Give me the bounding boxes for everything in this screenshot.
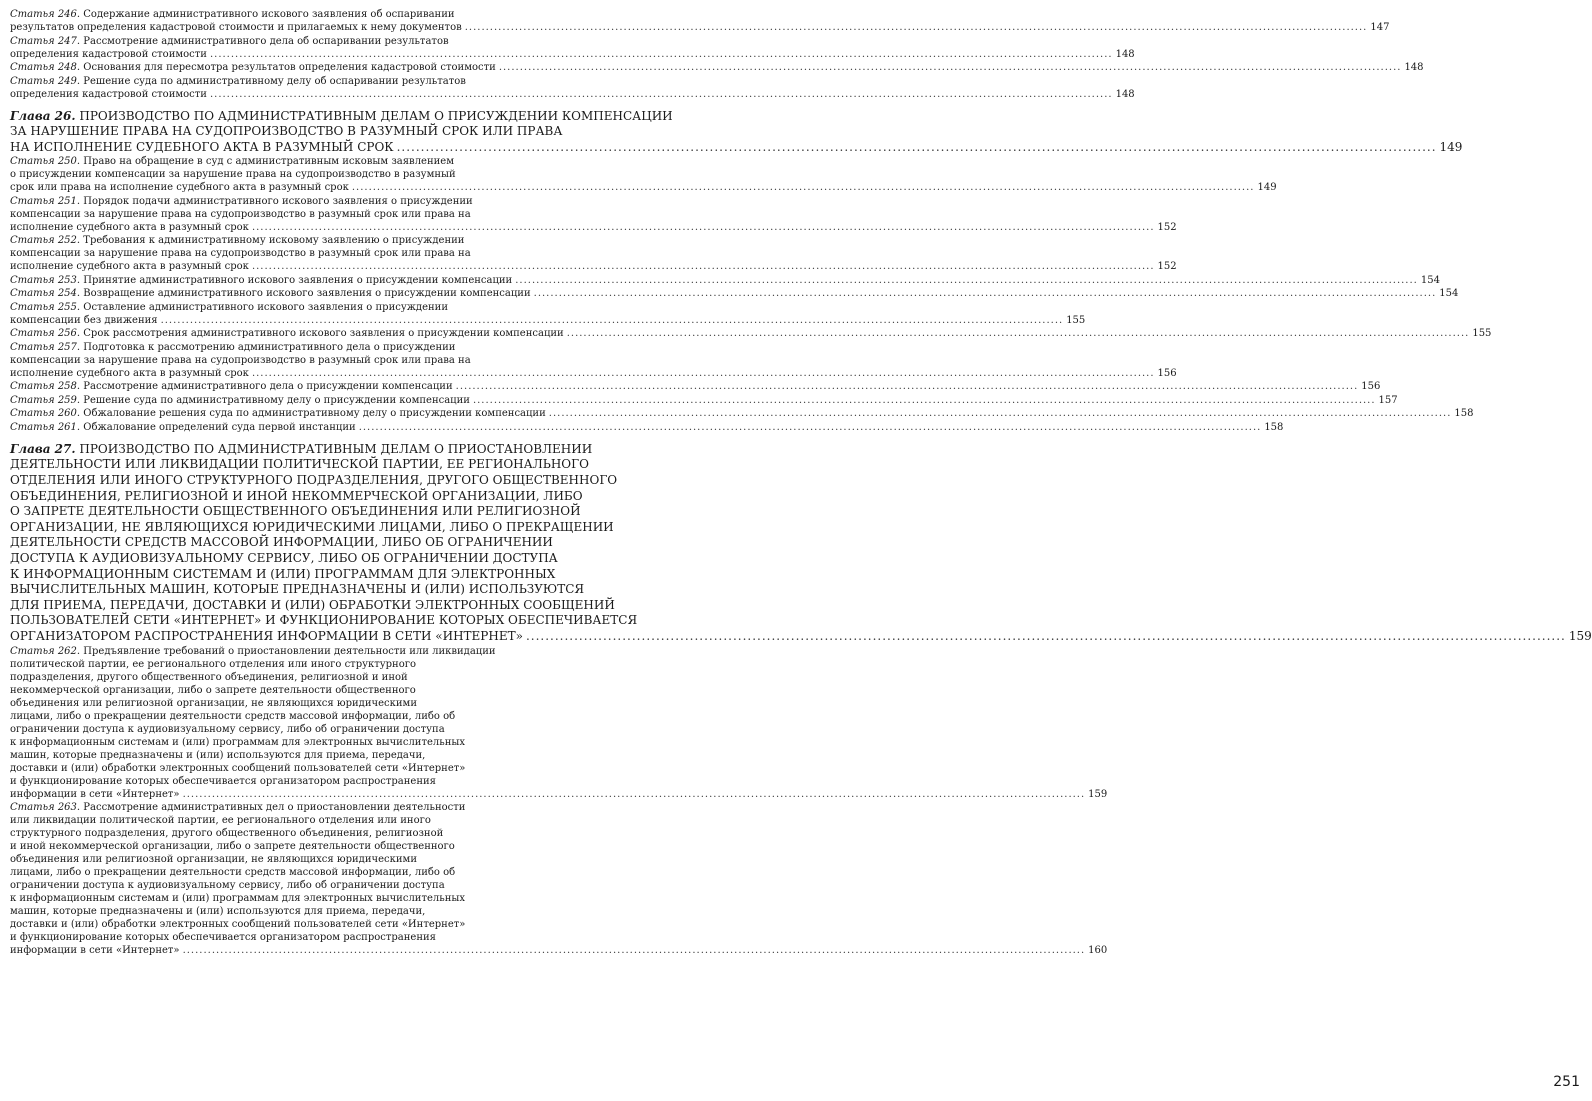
- article-label: Статья 250.: [10, 156, 81, 168]
- toc-line: [10, 827, 631, 840]
- toc-line: [10, 181, 1277, 194]
- toc-line: [10, 535, 631, 551]
- toc-article: [10, 645, 1108, 801]
- article-label: Статья 257.: [10, 341, 81, 353]
- leader-dots: [252, 222, 1155, 233]
- toc-title-text: определения кадастровой стоимости: [10, 48, 207, 60]
- toc-title-text: ОТДЕЛЕНИЯ ИЛИ ИНОГО СТРУКТУРНОГО ПОДРАЗДЕЛЕНИЯ, ДРУГОГО ОБЩЕСТВЕННОГО: [10, 472, 618, 487]
- toc-title-text: объединения или религиозной организации, не являющихся юридическими: [10, 854, 417, 865]
- toc-line: [10, 801, 631, 814]
- toc-line: [10, 354, 631, 367]
- toc-line: [10, 504, 631, 520]
- toc-line: [10, 221, 1177, 234]
- toc-page-number: 158: [1264, 421, 1284, 433]
- toc-line: [10, 168, 631, 181]
- toc-title-text: компенсации без движения: [10, 314, 158, 326]
- toc-article: [10, 35, 1135, 61]
- toc-page-number: 152: [1157, 261, 1177, 273]
- table-of-contents: [10, 8, 1592, 957]
- toc-line: [10, 75, 631, 88]
- toc-page-number: 148: [1404, 62, 1424, 73]
- toc-line: [10, 892, 631, 905]
- toc-title-text: Подготовка к рассмотрению административного дела о присуждении: [83, 341, 456, 353]
- toc-line: [10, 260, 1177, 273]
- toc-line: [10, 749, 631, 762]
- toc-line: [10, 775, 631, 788]
- toc-title-text: результатов определения кадастровой стоимости и прилагаемых к нему документов: [10, 22, 462, 33]
- toc-page-number: 147: [1370, 22, 1390, 33]
- toc-title-text: исполнение судебного акта в разумный срок: [10, 261, 249, 273]
- toc-title-text: Основания для пересмотра результатов определения кадастровой стоимости: [83, 62, 496, 73]
- toc-line: [10, 613, 638, 629]
- toc-title-text: ограничении доступа к аудиовизуальному сервису, либо об ограничении доступа: [10, 723, 445, 735]
- leader-dots: [183, 945, 1086, 956]
- article-label: Статья 248.: [10, 62, 81, 73]
- toc-title-text: и функционирование которых обеспечивается организатором распространения: [10, 932, 436, 943]
- toc-line: [10, 394, 1398, 407]
- toc-title-text: ОБЪЕДИНЕНИЯ, РЕЛИГИОЗНОЙ И ИНОЙ НЕКОММЕРЧЕСКОЙ ОРГАНИЗАЦИИ, ЛИБО: [10, 488, 583, 503]
- toc-line: [10, 21, 1390, 34]
- toc-title-text: Порядок подачи административного искового заявления о присуждении: [83, 195, 473, 207]
- article-label: Статья 258.: [10, 381, 81, 393]
- toc-line: [10, 628, 1592, 645]
- toc-title-text: компенсации за нарушение права на судопроизводство в разумный срок или права на: [10, 354, 471, 366]
- toc-title-text: Требования к административному исковому заявлению о присуждении: [83, 235, 465, 247]
- article-label: Статья 261.: [10, 421, 81, 433]
- toc-page-number: 156: [1157, 367, 1177, 379]
- toc-article: [10, 301, 1086, 327]
- toc-line: [10, 840, 631, 853]
- toc-line: [10, 195, 631, 208]
- toc-line: [10, 488, 631, 505]
- toc-line: [10, 301, 631, 314]
- toc-line: [10, 944, 1108, 957]
- toc-line: [10, 88, 1135, 101]
- toc-page-number: 149: [1439, 139, 1463, 154]
- toc-title-text: доставки и (или) обработки электронных сообщений пользователей сети «Интернет»: [10, 919, 466, 930]
- toc-article: [10, 274, 1440, 287]
- toc-title-text: ЗА НАРУШЕНИЕ ПРАВА НА СУДОПРОИЗВОДСТВО В РАЗУМНЫЙ СРОК ИЛИ ПРАВА: [10, 124, 563, 139]
- page-number: 251: [1553, 1074, 1580, 1090]
- toc-page-number: 154: [1439, 288, 1459, 300]
- toc-line: [10, 124, 631, 140]
- toc-line: [10, 35, 631, 48]
- toc-line: [10, 61, 1424, 74]
- toc-line: [10, 139, 1463, 156]
- toc-title-text: компенсации за нарушение права на судопроизводство в разумный срок или права на: [10, 248, 471, 260]
- toc-line: [10, 108, 673, 125]
- toc-title-text: ДЕЯТЕЛЬНОСТИ СРЕДСТВ МАССОВОЙ ИНФОРМАЦИИ, ЛИБО ОБ ОГРАНИЧЕНИИ: [10, 535, 553, 550]
- toc-line: [10, 684, 631, 697]
- toc-line: [10, 155, 631, 168]
- toc-page-number: 148: [1115, 88, 1135, 100]
- toc-page-number: 148: [1115, 48, 1135, 60]
- toc-line: [10, 208, 631, 221]
- toc-title-text: или ликвидации политической партии, ее регионального отделения или иного: [10, 815, 431, 826]
- toc-title-text: машин, которые предназначены и (или) используются для приема, передачи,: [10, 749, 426, 761]
- article-label: Статья 253.: [10, 274, 81, 286]
- toc-title-text: Принятие административного искового заявления о присуждении компенсации: [83, 274, 513, 286]
- leader-dots: [456, 381, 1359, 392]
- article-label: Статья 249.: [10, 75, 81, 87]
- toc-line: [10, 918, 631, 931]
- toc-line: [10, 441, 631, 458]
- leader-dots: [252, 368, 1155, 379]
- toc-line: [10, 566, 631, 583]
- toc-title-text: информации в сети «Интернет»: [10, 945, 180, 956]
- toc-line: [10, 327, 1492, 340]
- toc-title-text: ПОЛЬЗОВАТЕЛЕЙ СЕТИ «ИНТЕРНЕТ» И ФУНКЦИОНИРОВАНИЕ КОТОРЫХ ОБЕСПЕЧИВАЕТСЯ: [10, 613, 638, 628]
- toc-article: [10, 195, 1177, 234]
- toc-line: [10, 879, 631, 892]
- toc-title-text: Возвращение административного искового заявления о присуждении компенсации: [83, 288, 531, 300]
- toc-page-number: 158: [1454, 408, 1474, 420]
- toc-article: [10, 801, 1108, 957]
- toc-title-text: К ИНФОРМАЦИОННЫМ СИСТЕМАМ И (ИЛИ) ПРОГРАММАМ ДЛЯ ЭЛЕКТРОННЫХ: [10, 566, 556, 581]
- toc-title-text: о присуждении компенсации за нарушение права на судопроизводство в разумный: [10, 169, 456, 181]
- toc-article: [10, 8, 1390, 34]
- toc-title-text: ПРОИЗВОДСТВО ПО АДМИНИСТРАТИВНЫМ ДЕЛАМ О ПРИСУЖДЕНИИ КОМПЕНСАЦИИ: [79, 108, 673, 123]
- leader-dots: [499, 62, 1402, 73]
- toc-line: [10, 723, 631, 736]
- toc-line: [10, 658, 631, 671]
- toc-title-text: ДЛЯ ПРИЕМА, ПЕРЕДАЧИ, ДОСТАВКИ И (ИЛИ) ОБРАБОТКИ ЭЛЕКТРОННЫХ СООБЩЕНИЙ: [10, 597, 615, 612]
- toc-title-text: к информационным системам и (или) программам для электронных вычислительных: [10, 893, 465, 904]
- toc-title-text: Рассмотрение административного дела об оспаривании результатов: [83, 35, 449, 47]
- article-label: Статья 251.: [10, 195, 81, 207]
- article-label: Статья 259.: [10, 394, 81, 406]
- toc-article: [10, 421, 1284, 434]
- toc-title-text: структурного подразделения, другого общественного объединения, религиозной: [10, 828, 444, 839]
- article-label: Статья 255.: [10, 301, 81, 313]
- toc-title-text: Рассмотрение административного дела о присуждении компенсации: [83, 381, 453, 393]
- toc-line: [10, 314, 1086, 327]
- toc-page-number: 156: [1361, 381, 1381, 393]
- article-label: Статья 247.: [10, 35, 81, 47]
- toc-line: [10, 697, 631, 710]
- toc-title-text: к информационным системам и (или) программам для электронных вычислительных: [10, 736, 465, 748]
- toc-line: [10, 367, 1177, 380]
- toc-article: [10, 234, 1177, 273]
- leader-dots: [210, 49, 1113, 60]
- toc-title-text: Содержание административного искового заявления об оспаривании: [83, 9, 455, 20]
- toc-line: [10, 550, 631, 567]
- leader-dots: [352, 182, 1255, 193]
- toc-article: [10, 287, 1459, 300]
- toc-title-text: Предъявление требований о приостановлении деятельности или ликвидации: [83, 645, 496, 657]
- toc-title-text: политической партии, ее регионального отделения или иного структурного: [10, 658, 416, 670]
- toc-line: [10, 8, 631, 21]
- leader-dots: [465, 22, 1368, 33]
- toc-title-text: объединения или религиозной организации, не являющихся юридическими: [10, 697, 417, 709]
- toc-line: [10, 762, 631, 775]
- leader-dots: [397, 140, 1437, 154]
- toc-page-number: 159: [1568, 628, 1592, 643]
- toc-title-text: ДЕЯТЕЛЬНОСТИ ИЛИ ЛИКВИДАЦИИ ПОЛИТИЧЕСКОЙ ПАРТИИ, ЕЕ РЕГИОНАЛЬНОГО: [10, 457, 589, 472]
- toc-line: [10, 287, 1459, 300]
- toc-title-text: лицами, либо о прекращении деятельности средств массовой информации, либо об: [10, 867, 456, 878]
- toc-line: [10, 407, 1474, 420]
- leader-dots: [359, 422, 1262, 433]
- toc-line: [10, 519, 631, 536]
- toc-line: [10, 710, 631, 723]
- toc-title-text: и функционирование которых обеспечивается организатором распространения: [10, 775, 436, 787]
- toc-page-number: 157: [1378, 394, 1398, 406]
- chapter-label: Глава 27.: [10, 441, 76, 456]
- toc-line: [10, 671, 631, 684]
- toc-line: [10, 736, 631, 749]
- toc-page-number: 155: [1066, 314, 1086, 326]
- toc-line: [10, 341, 631, 354]
- toc-line: [10, 472, 631, 489]
- toc-title-text: Оставление административного искового заявления о присуждении: [83, 301, 448, 313]
- toc-title-text: некоммерческой организации, либо о запрете деятельности общественного: [10, 684, 416, 696]
- toc-title-text: исполнение судебного акта в разумный срок: [10, 367, 249, 379]
- toc-article: [10, 394, 1398, 407]
- toc-title-text: срок или права на исполнение судебного акта в разумный срок: [10, 182, 349, 194]
- toc-title-text: Решение суда по административному делу об оспаривании результатов: [83, 75, 466, 87]
- toc-title-text: машин, которые предназначены и (или) используются для приема, передачи,: [10, 906, 426, 917]
- toc-line: [10, 597, 631, 614]
- toc-line: [10, 905, 631, 918]
- toc-line: [10, 931, 631, 944]
- toc-line: [10, 582, 631, 598]
- article-label: Статья 260.: [10, 408, 81, 420]
- toc-line: [10, 814, 631, 827]
- toc-title-text: Обжалование определений суда первой инстанции: [83, 421, 356, 433]
- leader-dots: [549, 408, 1452, 419]
- leader-dots: [526, 629, 1566, 643]
- toc-title-text: ОРГАНИЗАЦИИ, НЕ ЯВЛЯЮЩИХСЯ ЮРИДИЧЕСКИМИ ЛИЦАМИ, ЛИБО О ПРЕКРАЩЕНИИ: [10, 519, 614, 534]
- toc-line: [10, 380, 1381, 393]
- toc-page-number: 160: [1088, 945, 1108, 956]
- toc-title-text: доставки и (или) обработки электронных сообщений пользователей сети «Интернет»: [10, 762, 466, 774]
- leader-dots: [183, 789, 1086, 800]
- toc-chapter: [10, 441, 1592, 645]
- toc-article: [10, 327, 1492, 340]
- toc-line: [10, 457, 631, 473]
- toc-title-text: Решение суда по административному делу о присуждении компенсации: [83, 394, 470, 406]
- toc-page-number: 149: [1257, 182, 1277, 194]
- toc-line: [10, 48, 1135, 61]
- leader-dots: [534, 288, 1437, 299]
- toc-title-text: Право на обращение в суд с административным исковым заявлением: [83, 156, 454, 168]
- toc-title-text: ограничении доступа к аудиовизуальному сервису, либо об ограничении доступа: [10, 880, 445, 891]
- toc-title-text: ОРГАНИЗАТОРОМ РАСПРОСТРАНЕНИЯ ИНФОРМАЦИИ В СЕТИ «ИНТЕРНЕТ»: [10, 628, 523, 643]
- leader-dots: [473, 395, 1376, 406]
- toc-article: [10, 341, 1177, 380]
- toc-title-text: и иной некоммерческой организации, либо о запрете деятельности общественного: [10, 841, 455, 852]
- toc-page-number: 152: [1157, 221, 1177, 233]
- toc-article: [10, 407, 1474, 420]
- toc-title-text: О ЗАПРЕТЕ ДЕЯТЕЛЬНОСТИ ОБЩЕСТВЕННОГО ОБЪЕДИНЕНИЯ ИЛИ РЕЛИГИОЗНОЙ: [10, 504, 581, 519]
- toc-line: [10, 274, 1440, 287]
- leader-dots: [210, 89, 1113, 100]
- toc-line: [10, 645, 631, 658]
- toc-title-text: исполнение судебного акта в разумный срок: [10, 221, 249, 233]
- toc-title-text: определения кадастровой стоимости: [10, 88, 207, 100]
- toc-article: [10, 61, 1424, 74]
- toc-article: [10, 75, 1135, 101]
- toc-article: [10, 380, 1381, 393]
- toc-line: [10, 234, 631, 247]
- leader-dots: [161, 315, 1064, 326]
- toc-article: [10, 155, 1277, 194]
- toc-line: [10, 788, 1108, 801]
- toc-title-text: НА ИСПОЛНЕНИЕ СУДЕБНОГО АКТА В РАЗУМНЫЙ СРОК: [10, 139, 394, 154]
- toc-line: [10, 247, 631, 260]
- article-label: Статья 262.: [10, 645, 81, 657]
- toc-title-text: подразделения, другого общественного объединения, религиозной и иной: [10, 671, 408, 683]
- chapter-label: Глава 26.: [10, 108, 76, 123]
- toc-title-text: Рассмотрение административных дел о приостановлении деятельности: [83, 802, 466, 813]
- toc-chapter: [10, 108, 1463, 156]
- toc-page-number: 155: [1472, 328, 1492, 340]
- toc-line: [10, 421, 1284, 434]
- article-label: Статья 252.: [10, 235, 81, 247]
- leader-dots: [252, 261, 1155, 272]
- article-label: Статья 246.: [10, 9, 81, 20]
- toc-line: [10, 853, 631, 866]
- article-label: Статья 256.: [10, 328, 81, 340]
- toc-title-text: лицами, либо о прекращении деятельности средств массовой информации, либо об: [10, 710, 456, 722]
- toc-title-text: ПРОИЗВОДСТВО ПО АДМИНИСТРАТИВНЫМ ДЕЛАМ О ПРИОСТАНОВЛЕНИИ: [79, 441, 593, 456]
- leader-dots: [567, 328, 1470, 339]
- toc-page-number: 154: [1420, 274, 1440, 286]
- toc-title-text: ДОСТУПА К АУДИОВИЗУАЛЬНОМУ СЕРВИСУ, ЛИБО ОБ ОГРАНИЧЕНИИ ДОСТУПА: [10, 550, 558, 565]
- toc-title-text: Срок рассмотрения административного искового заявления о присуждении компенсации: [83, 328, 564, 340]
- toc-title-text: Обжалование решения суда по административному делу о присуждении компенсации: [83, 408, 546, 420]
- toc-title-text: информации в сети «Интернет»: [10, 788, 180, 800]
- toc-line: [10, 866, 631, 879]
- toc-title-text: компенсации за нарушение права на судопроизводство в разумный срок или права на: [10, 208, 471, 220]
- toc-title-text: ВЫЧИСЛИТЕЛЬНЫХ МАШИН, КОТОРЫЕ ПРЕДНАЗНАЧЕНЫ И (ИЛИ) ИСПОЛЬЗУЮТСЯ: [10, 582, 585, 597]
- article-label: Статья 254.: [10, 288, 81, 300]
- article-label: Статья 263.: [10, 802, 81, 813]
- toc-page-number: 159: [1088, 788, 1108, 800]
- leader-dots: [515, 275, 1418, 286]
